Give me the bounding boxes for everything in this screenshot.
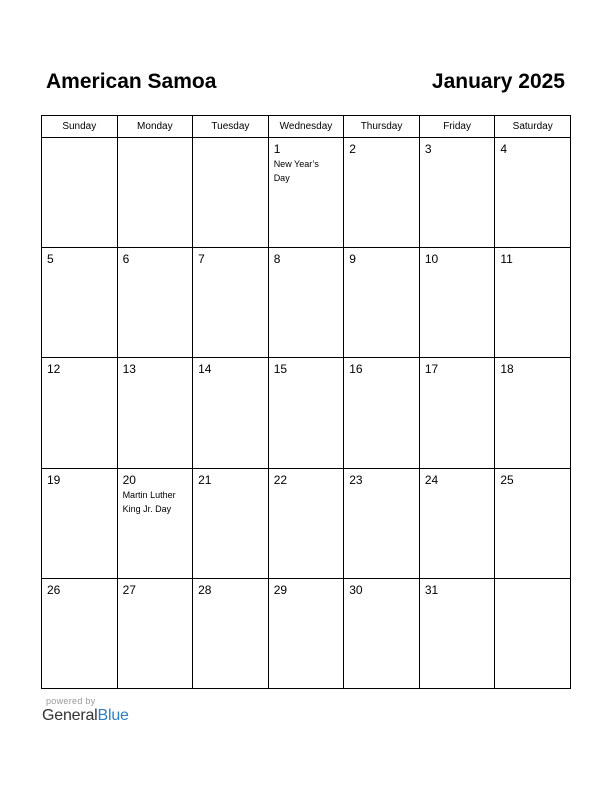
day-cell [42,358,118,468]
day-cell [344,468,420,578]
day-cell [193,248,269,358]
holiday-label [495,266,570,267]
calendar-grid [41,115,571,689]
weekday-saturday: Saturday [495,116,571,138]
holiday-label [193,487,268,488]
day-cell [42,248,118,358]
weekday-monday: Monday [117,116,193,138]
week-row [42,138,571,248]
holiday-label [269,487,344,488]
day-cell [419,138,495,248]
holiday-label [420,266,495,267]
holiday-label [344,156,419,157]
day-cell [117,358,193,468]
holiday-label [42,487,117,488]
day-number: 14 [198,362,212,377]
day-number: 16 [349,362,363,377]
holiday-label [420,376,495,377]
weekday-sunday: Sunday [42,116,118,138]
day-cell [268,248,344,358]
day-number: 4 [500,142,508,156]
holiday-label [42,597,117,598]
day-cell [344,248,420,358]
holiday-label [420,487,495,488]
day-number: 20 [122,472,136,487]
holiday-label [193,597,268,598]
holiday-label [344,487,419,488]
holiday-label [193,266,268,267]
day-cell [117,578,193,688]
day-number: 24 [424,472,439,487]
holiday-label [118,376,193,377]
day-cell [42,578,118,688]
week-row [42,248,571,358]
holiday-label [495,487,570,488]
day-cell [268,358,344,468]
holiday-label [344,376,419,377]
day-cell [117,248,193,358]
day-number: 30 [349,582,363,597]
holiday-label [118,597,193,598]
holiday-label [420,156,495,157]
day-number: 12 [47,362,61,377]
weekday-thursday: Thursday [344,116,420,138]
country-title: American Samoa [46,70,217,93]
day-number: 28 [198,582,212,597]
day-cell [419,578,495,688]
holiday-label [193,142,268,143]
holiday-label [495,376,570,377]
day-number: 18 [500,362,514,377]
day-number: 19 [47,472,61,487]
month-year-title: January 2025 [431,70,565,93]
brand-name-general: General [42,707,98,724]
day-cell [344,138,420,248]
week-row [42,468,571,578]
holiday-label [42,266,117,267]
day-number: 13 [122,362,136,377]
holiday-label [193,376,268,377]
day-number: 23 [349,472,363,487]
holiday-label: New Year’s Day [273,159,319,183]
day-number: 25 [500,472,514,487]
day-cell [495,468,571,578]
holiday-label [495,583,570,584]
day-number: 22 [273,472,288,487]
day-cell [268,468,344,578]
day-number: 10 [424,252,439,267]
day-cell [42,468,118,578]
day-number: 9 [349,252,356,267]
day-number: 21 [198,472,212,487]
calendar-header [46,70,565,100]
day-number: 17 [424,362,439,377]
holiday-label [269,266,344,267]
holiday-label: Martin Luther King Jr. Day [122,489,176,514]
day-cell [495,358,571,468]
holiday-label [42,142,117,143]
holiday-label [42,376,117,377]
holiday-label [344,266,419,267]
day-cell [117,138,193,248]
weekday-friday: Friday [419,116,495,138]
brand-name-blue: Blue [97,707,129,724]
day-number: 5 [47,252,54,267]
day-number: 11 [500,252,513,267]
day-cell [42,138,118,248]
powered-by-text: powered by [46,696,96,706]
day-cell [495,138,571,248]
day-number: 26 [47,582,61,597]
week-row [42,358,571,468]
holiday-label [420,597,495,598]
day-number: 31 [424,582,439,597]
day-cell [193,468,269,578]
day-cell [495,248,571,358]
day-cell [419,248,495,358]
day-cell [193,138,269,248]
day-cell [268,138,344,248]
day-number: 15 [273,362,288,377]
day-number: 6 [122,252,130,267]
day-cell [193,578,269,688]
day-cell [419,358,495,468]
holiday-label [118,142,193,143]
day-number: 1 [273,142,281,156]
day-number: 29 [273,582,288,597]
day-number: 2 [349,142,356,156]
day-cell [495,578,571,688]
weekday-wednesday: Wednesday [268,116,344,138]
day-cell [344,578,420,688]
day-cell [268,578,344,688]
week-row [42,578,571,688]
weekday-tuesday: Tuesday [193,116,269,138]
weekday-header-row [42,116,571,138]
day-cell [117,468,193,578]
day-cell [419,468,495,578]
day-number: 8 [273,252,281,267]
day-number: 7 [198,252,205,267]
day-cell [344,358,420,468]
day-number: 3 [424,142,432,156]
holiday-label [495,156,570,157]
generalblue-branding[interactable] [42,696,129,725]
day-number: 27 [122,582,136,597]
day-cell [193,358,269,468]
holiday-label [269,597,344,598]
holiday-label [269,376,344,377]
holiday-label [344,597,419,598]
generalblue-logo [42,707,129,725]
holiday-label [118,266,193,267]
